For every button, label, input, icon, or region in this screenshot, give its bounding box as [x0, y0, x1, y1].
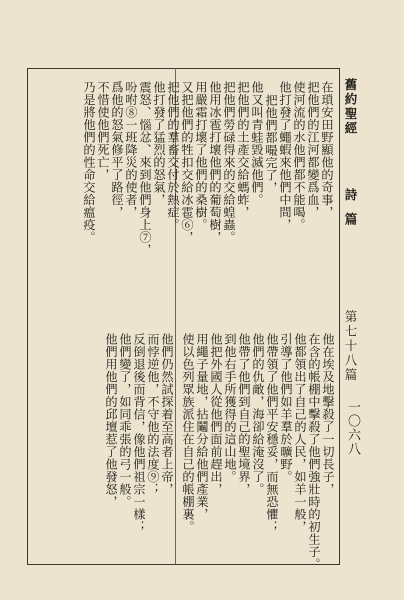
verse-line: 使河流的水他們都不能喝。	[292, 81, 306, 231]
verse-line: 他又叫青蛙毀滅他們。	[250, 81, 264, 206]
verse-line: 又把他們的牲扣交給冰雹⑥，	[180, 81, 194, 244]
verse-line: 他帶領了他們平安穩妥，而無恐懼；	[265, 333, 279, 533]
verse-line: 把他們勞碌得來的交給蝗蟲。	[222, 81, 236, 244]
verse-line: 把他們的羣畜交付於熱症。	[166, 81, 180, 231]
verse-line: 他把外國人從他們面前趕出，	[209, 333, 223, 496]
verse-line: 反倒退後而背信，像他們祖宗一樣；	[132, 333, 146, 533]
verse-line: 把他們都嘬完了，	[264, 94, 278, 194]
verse-line: 他打發了猛烈的怒氣，	[152, 81, 166, 206]
verse-line: 他在埃及地擊殺了一切長子，	[321, 333, 335, 496]
book-title: 舊約聖經	[343, 78, 358, 136]
verse-line: 在含的帳棚中擊殺了他們強壯時的初生子。	[307, 333, 321, 571]
verse-line: 到他右手所獲得的這山地。	[223, 333, 237, 483]
verse-line: 把他們的土產交給螞蚱，	[236, 81, 250, 219]
verse-line: 在瑣安田野顯他的奇事，	[320, 81, 334, 219]
verse-line: 引導了他們如羊羣於曠野。	[279, 333, 293, 483]
section-title: 詩篇	[343, 188, 358, 237]
verse-line: 用嚴霜打壞了他們的桑樹。	[194, 81, 208, 231]
verse-line: 他們變了，如同乖張的弓一般。	[118, 333, 132, 508]
verse-line: 用繩子量地，拈鬮分給他們產業，	[195, 333, 209, 521]
verse-line: 爲他的怒氣修平了路徑，	[110, 81, 124, 219]
verse-line: 不惜使他們死亡，	[96, 81, 110, 181]
verse-line: 乃是將他們的性命交給瘟疫。	[82, 81, 96, 244]
verse-line: 把他們的江河都變爲血，	[306, 81, 320, 219]
verse-line: 他帶了他們到自己的聖境界，	[237, 333, 251, 496]
verse-line: 使以色列眾族派住在自己的帳棚裏。	[181, 333, 195, 533]
chapter-title: 第七十八篇	[343, 310, 358, 383]
verse-line: 吩咐⑧一班降災的使者，	[124, 81, 138, 219]
page-number: 一〇六八	[345, 400, 360, 456]
verse-line: 他都領出了自己的人民，如羊一般，	[293, 333, 307, 533]
verse-line: 他們仍然試探着至高者上帝，	[160, 333, 174, 496]
verse-line: 而悖逆他，不守他的法度⑨；	[146, 333, 160, 496]
verse-line: 他們的仇敵，海卻給淹沒了。	[251, 333, 265, 496]
verse-line: 震怒、惱忿、來到他們身上⑦，	[138, 81, 152, 256]
verse-line: 他們用他們的邱壇惹了他發怒，	[104, 333, 118, 508]
verse-line: 他用冰雹打壞他們的葡萄樹，	[208, 81, 222, 244]
verse-line: 他打發了蠅蝦來他們中間，	[278, 81, 292, 231]
